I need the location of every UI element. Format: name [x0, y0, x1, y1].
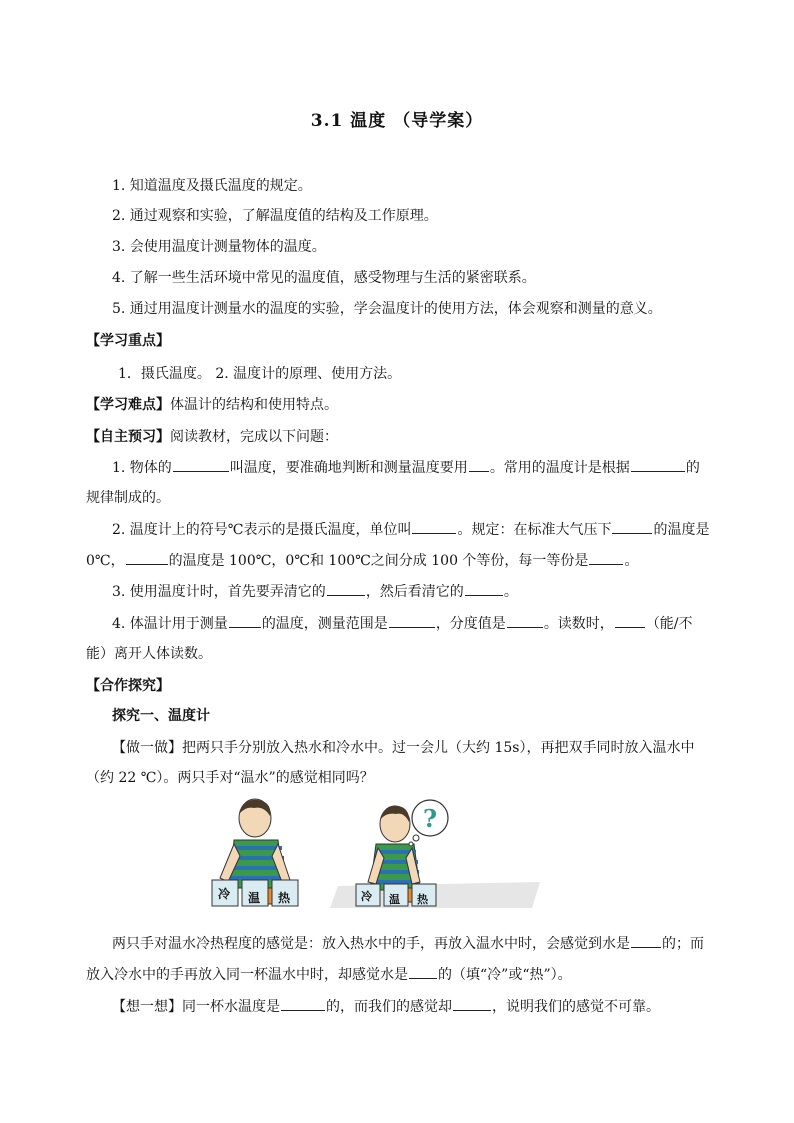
doit-line	[112, 738, 737, 758]
difficulty-heading: 【学习难点】	[86, 397, 170, 413]
answer-blank[interactable]	[412, 519, 456, 534]
explore-1-title: 探究一、温度计	[112, 708, 210, 724]
answer-blank[interactable]	[507, 613, 543, 628]
answer-blank[interactable]	[281, 996, 325, 1011]
page-title: 3.1 温度 （导学案）	[310, 111, 484, 131]
preview-line	[86, 427, 711, 447]
warm-label: 温	[389, 893, 400, 906]
answer-blank[interactable]	[469, 457, 489, 472]
question-4: 4. 体温计用于测量 的温度，测量范围是 ，分度值是 。读数时， （能/不	[112, 613, 737, 634]
question-2-cont: 0℃， 的温度是 100℃，0℃和 100℃之间分成 100 个等份，每一等份是 。	[86, 550, 711, 571]
answer-blank[interactable]	[327, 581, 365, 596]
answer-blank[interactable]	[615, 613, 645, 628]
question-1-cont: 规律制成的。	[86, 490, 170, 506]
question-4-cont: 能）离开人体读数。	[86, 646, 212, 662]
cold-label: 冷	[218, 887, 231, 901]
objective-2: 2. 通过观察和实验，了解温度值的结构及工作原理。	[112, 208, 438, 224]
cold-label: 冷	[361, 890, 372, 903]
preview-text: 阅读教材，完成以下问题：	[170, 429, 338, 445]
answer-blank[interactable]	[589, 550, 623, 565]
objective-4: 4. 了解一些生活环境中常见的温度值，感受物理与生活的紧密联系。	[112, 270, 536, 286]
hot-label: 热	[417, 893, 428, 906]
answer-blank[interactable]	[465, 581, 503, 596]
answer-blank[interactable]	[409, 964, 437, 979]
answer-blank[interactable]	[612, 519, 652, 534]
question-2: 2. 温度计上的符号℃表示的是摄氏温度，单位叫 。规定：在标准大气压下 的温度是	[112, 519, 737, 540]
answer-blank[interactable]	[229, 613, 261, 628]
answer-blank[interactable]	[453, 996, 491, 1011]
question-mark-icon: ?	[423, 804, 438, 833]
doit-text: 把两只手分别放入热水和冷水中。过一会儿（大约 15s），再把双手同时放入温水中	[182, 740, 695, 756]
warm-label: 温	[248, 891, 261, 905]
doit-heading: 【做一做】	[112, 740, 182, 756]
question-1: 1. 物体的 叫温度，要准确地判断和测量温度要用 。常用的温度计是根据 的	[112, 457, 737, 478]
answer-blank[interactable]	[173, 457, 229, 472]
preview-heading: 【自主预习】	[86, 429, 170, 445]
answer-blank[interactable]	[631, 457, 685, 472]
question-3: 3. 使用温度计时，首先要弄清它的 ，然后看清它的 。	[112, 581, 737, 602]
answer-blank[interactable]	[389, 613, 435, 628]
difficulty-line	[86, 395, 711, 415]
difficulty-text: 体温计的结构和使用特点。	[170, 397, 338, 413]
key-points-heading: 【学习重点】	[86, 333, 170, 349]
coop-heading: 【合作探究】	[86, 678, 170, 694]
hot-label: 热	[278, 891, 291, 905]
doit-line-2: （约 22 ℃）。两只手对“温水”的感觉相同吗？	[86, 770, 374, 786]
answer-blank[interactable]	[126, 550, 168, 565]
think-heading: 【想一想】	[112, 999, 182, 1015]
hands-water-illustration	[210, 796, 630, 908]
key-points-text: 1．摄氏温度。 2. 温度计的原理、使用方法。	[118, 366, 402, 382]
feel-line-2: 放入冷水中的手再放入同一杯温水中时，却感觉水是 的（填“冷”或“热”）。	[86, 964, 711, 985]
objective-5: 5. 通过用温度计测量水的温度的实验，学会温度计的使用方法，体会观察和测量的意义。	[112, 301, 662, 317]
answer-blank[interactable]	[631, 933, 661, 948]
objective-3: 3. 会使用温度计测量物体的温度。	[112, 239, 326, 255]
objective-1: 1. 知道温度及摄氏温度的规定。	[112, 178, 312, 194]
think-line: 【想一想】同一杯水温度是 的，而我们的感觉却 ，说明我们的感觉不可靠。	[112, 996, 737, 1017]
feel-line: 两只手对温水冷热程度的感觉是：放入热水中的手，再放入温水中时，会感觉到水是 的；而	[112, 933, 737, 954]
